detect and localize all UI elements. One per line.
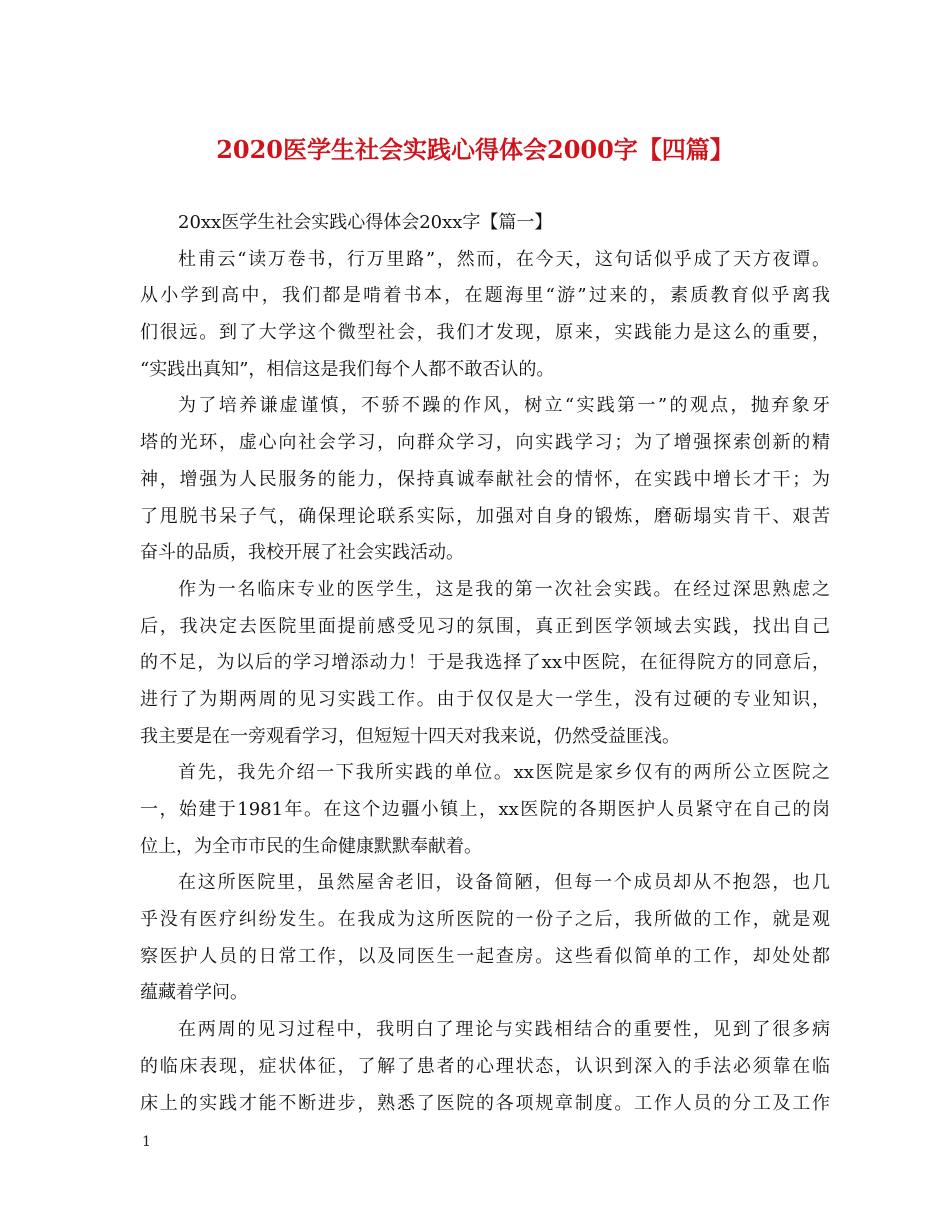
text-line: 塔的光环，虚心向社会学习，向群众学习，向实践学习；为了增强探索创新的精 — [140, 432, 830, 454]
text-line: 蕴藏着学问。 — [140, 982, 248, 1004]
text-line: 后，我决定去医院里面提前感受见习的氛围，真正到医学领域去实践，找出自己 — [140, 615, 830, 637]
document-title: 2020医学生社会实践心得体会2000字【四篇】 — [216, 135, 734, 164]
text-line: 在两周的见习过程中，我明白了理论与实践相结合的重要性，见到了很多病 — [178, 1019, 830, 1041]
text-line: 在这所医院里，虽然屋舍老旧，设备简陋，但每一个成员却从不抱怨，也几 — [178, 872, 830, 894]
document-body — [140, 205, 830, 1122]
text-line: 乎没有医疗纠纷发生。在我成为这所医院的一份子之后，我所做的工作，就是观 — [140, 909, 830, 931]
text-line: 察医护人员的日常工作，以及同医生一起查房。这些看似简单的工作，却处处都 — [140, 945, 830, 967]
text-line: 的不足，为以后的学习增添动力！于是我选择了xx中医院，在征得院方的同意后， — [140, 652, 830, 674]
text-line: “实践出真知”，相信这是我们每个人都不敢否认的。 — [140, 358, 555, 380]
text-line: 床上的实践才能不断进步，熟悉了医院的各项规章制度。工作人员的分工及工作 — [140, 1092, 830, 1114]
text-line: 进行了为期两周的见习实践工作。由于仅仅是大一学生，没有过硬的专业知识， — [140, 688, 830, 710]
text-line: 奋斗的品质，我校开展了社会实践活动。 — [140, 542, 464, 564]
text-line: 从小学到高中，我们都是啃着书本，在题海里“游”过来的，素质教育似乎离我 — [140, 285, 830, 307]
text-line: 位上，为全市市民的生命健康默默奉献着。 — [140, 835, 482, 857]
text-line: 20xx医学生社会实践心得体会20xx字【篇一】 — [178, 212, 553, 233]
text-line: 作为一名临床专业的医学生，这是我的第一次社会实践。在经过深思熟虑之 — [178, 578, 830, 600]
text-line: 一，始建于1981年。在这个边疆小镇上，xx医院的各期医护人员紧守在自己的岗 — [140, 799, 830, 820]
text-line: 杜甫云“读万卷书，行万里路”，然而，在今天，这句话似乎成了天方夜谭。 — [178, 248, 830, 270]
text-line: 首先，我先介绍一下我所实践的单位。xx医院是家乡仅有的两所公立医院之 — [178, 762, 830, 784]
text-line: 的临床表现，症状体征，了解了患者的心理状态，认识到深入的手法必须靠在临 — [140, 1055, 830, 1077]
page-number: 1 — [142, 1134, 151, 1150]
text-line: 我主要是在一旁观看学习，但短短十四天对我来说，仍然受益匪浅。 — [140, 725, 680, 747]
text-line: 为了培养谦虚谨慎，不骄不躁的作风，树立“实践第一”的观点，抛弃象牙 — [178, 395, 830, 417]
text-line: 们很远。到了大学这个微型社会，我们才发现，原来，实践能力是这么的重要， — [140, 322, 830, 344]
text-line: 神，增强为人民服务的能力，保持真诚奉献社会的情怀，在实践中增长才干；为 — [140, 468, 830, 490]
text-line: 了甩脱书呆子气，确保理论联系实际，加强对自身的锻炼，磨砺塌实肯干、艰苦 — [140, 505, 830, 527]
